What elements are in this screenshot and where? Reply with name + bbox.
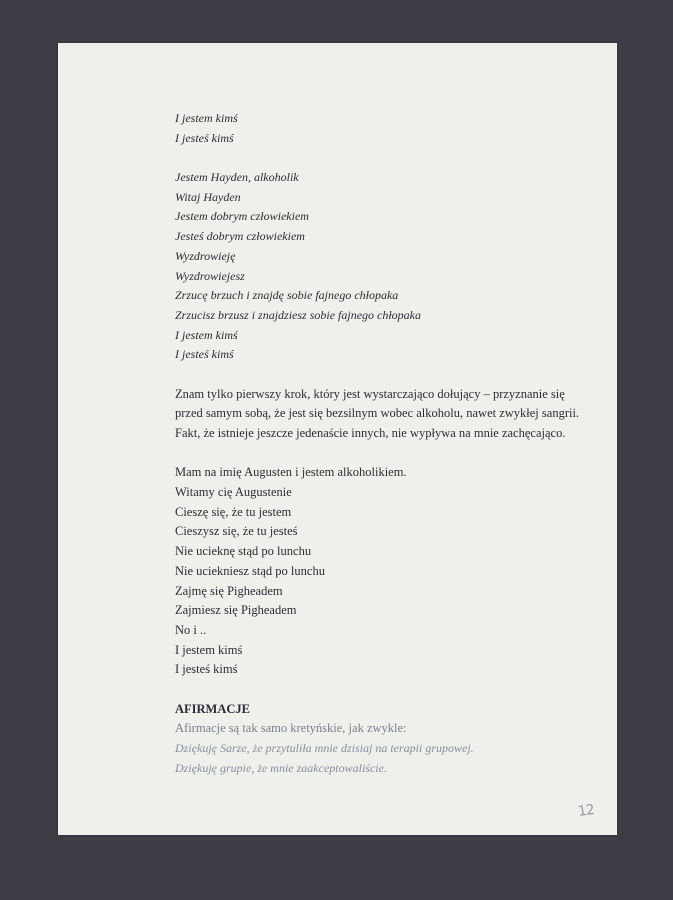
prose-paragraph [175, 385, 595, 444]
verse-2 [175, 168, 595, 365]
verse-line: Zrzucisz brzusz i znajdziesz sobie fajnego chłopaka [175, 307, 422, 322]
verse-line: I jesteś kimś [175, 662, 238, 677]
verse-line: Jestem dobrym człowiekiem [175, 209, 309, 224]
verse-1 [175, 109, 595, 148]
verse-line: Wyzdrowiejesz [175, 268, 245, 283]
section-heading: AFIRMACJE [175, 701, 250, 716]
verse-line: I jesteś kimś [175, 130, 234, 145]
page-text [175, 109, 595, 778]
affirmation-line: Dziękuję grupie, że mnie zaakceptowaliście. [175, 760, 387, 775]
verse-line: Nie uciekniesz stąd po lunchu [175, 563, 325, 578]
verse-line: I jestem kimś [175, 111, 238, 125]
verse-line: Wyzdrowieję [175, 248, 236, 263]
verse-line: Cieszysz się, że tu jesteś [175, 524, 298, 539]
verse-line: Zajmę się Pigheadem [175, 583, 283, 598]
verse-line: Zrzucę brzuch i znajdę sobie fajnego chłopaka [175, 288, 399, 303]
verse-line: I jesteś kimś [175, 347, 234, 362]
verse-line: Jestem Hayden, alkoholik [175, 170, 299, 185]
verse-line: Mam na imię Augusten i jestem alkoholikiem. [175, 465, 407, 480]
prose-line: Znam tylko pierwszy krok, który jest wystarczająco dołujący – przyznanie się [175, 386, 565, 401]
verse-line: I jestem kimś [175, 327, 238, 342]
prose-line: Fakt, że istnieje jeszcze jedenaście innych, nie wypływa na mnie zachęcająco. [175, 426, 566, 440]
affirmation-line: Dziękuję Sarze, że przytuliła mnie dzisiaj na terapii grupowej. [175, 741, 474, 755]
verse-line: No i .. [175, 622, 207, 637]
verse-line: Witaj Hayden [175, 189, 241, 204]
verse-line: Cieszę się, że tu jestem [175, 504, 292, 519]
affirmations-section [175, 700, 595, 779]
verse-line: Witamy cię Augustenie [175, 485, 292, 500]
affirmations-intro: Afirmacje są tak samo kretyńskie, jak zwykle: [175, 721, 407, 736]
verse-line: Jesteś dobrym człowiekiem [175, 229, 305, 244]
verse-3 [175, 463, 595, 680]
verse-line: I jestem kimś [175, 642, 243, 657]
verse-line: Zajmiesz się Pigheadem [175, 603, 297, 618]
handwritten-page-number: 12 [576, 801, 595, 821]
prose-line: przed samym sobą, że jest się bezsilnym wobec alkoholu, nawet zwykłej sangrii. [175, 406, 580, 421]
document-page [58, 43, 617, 835]
verse-line: Nie ucieknę stąd po lunchu [175, 544, 312, 559]
